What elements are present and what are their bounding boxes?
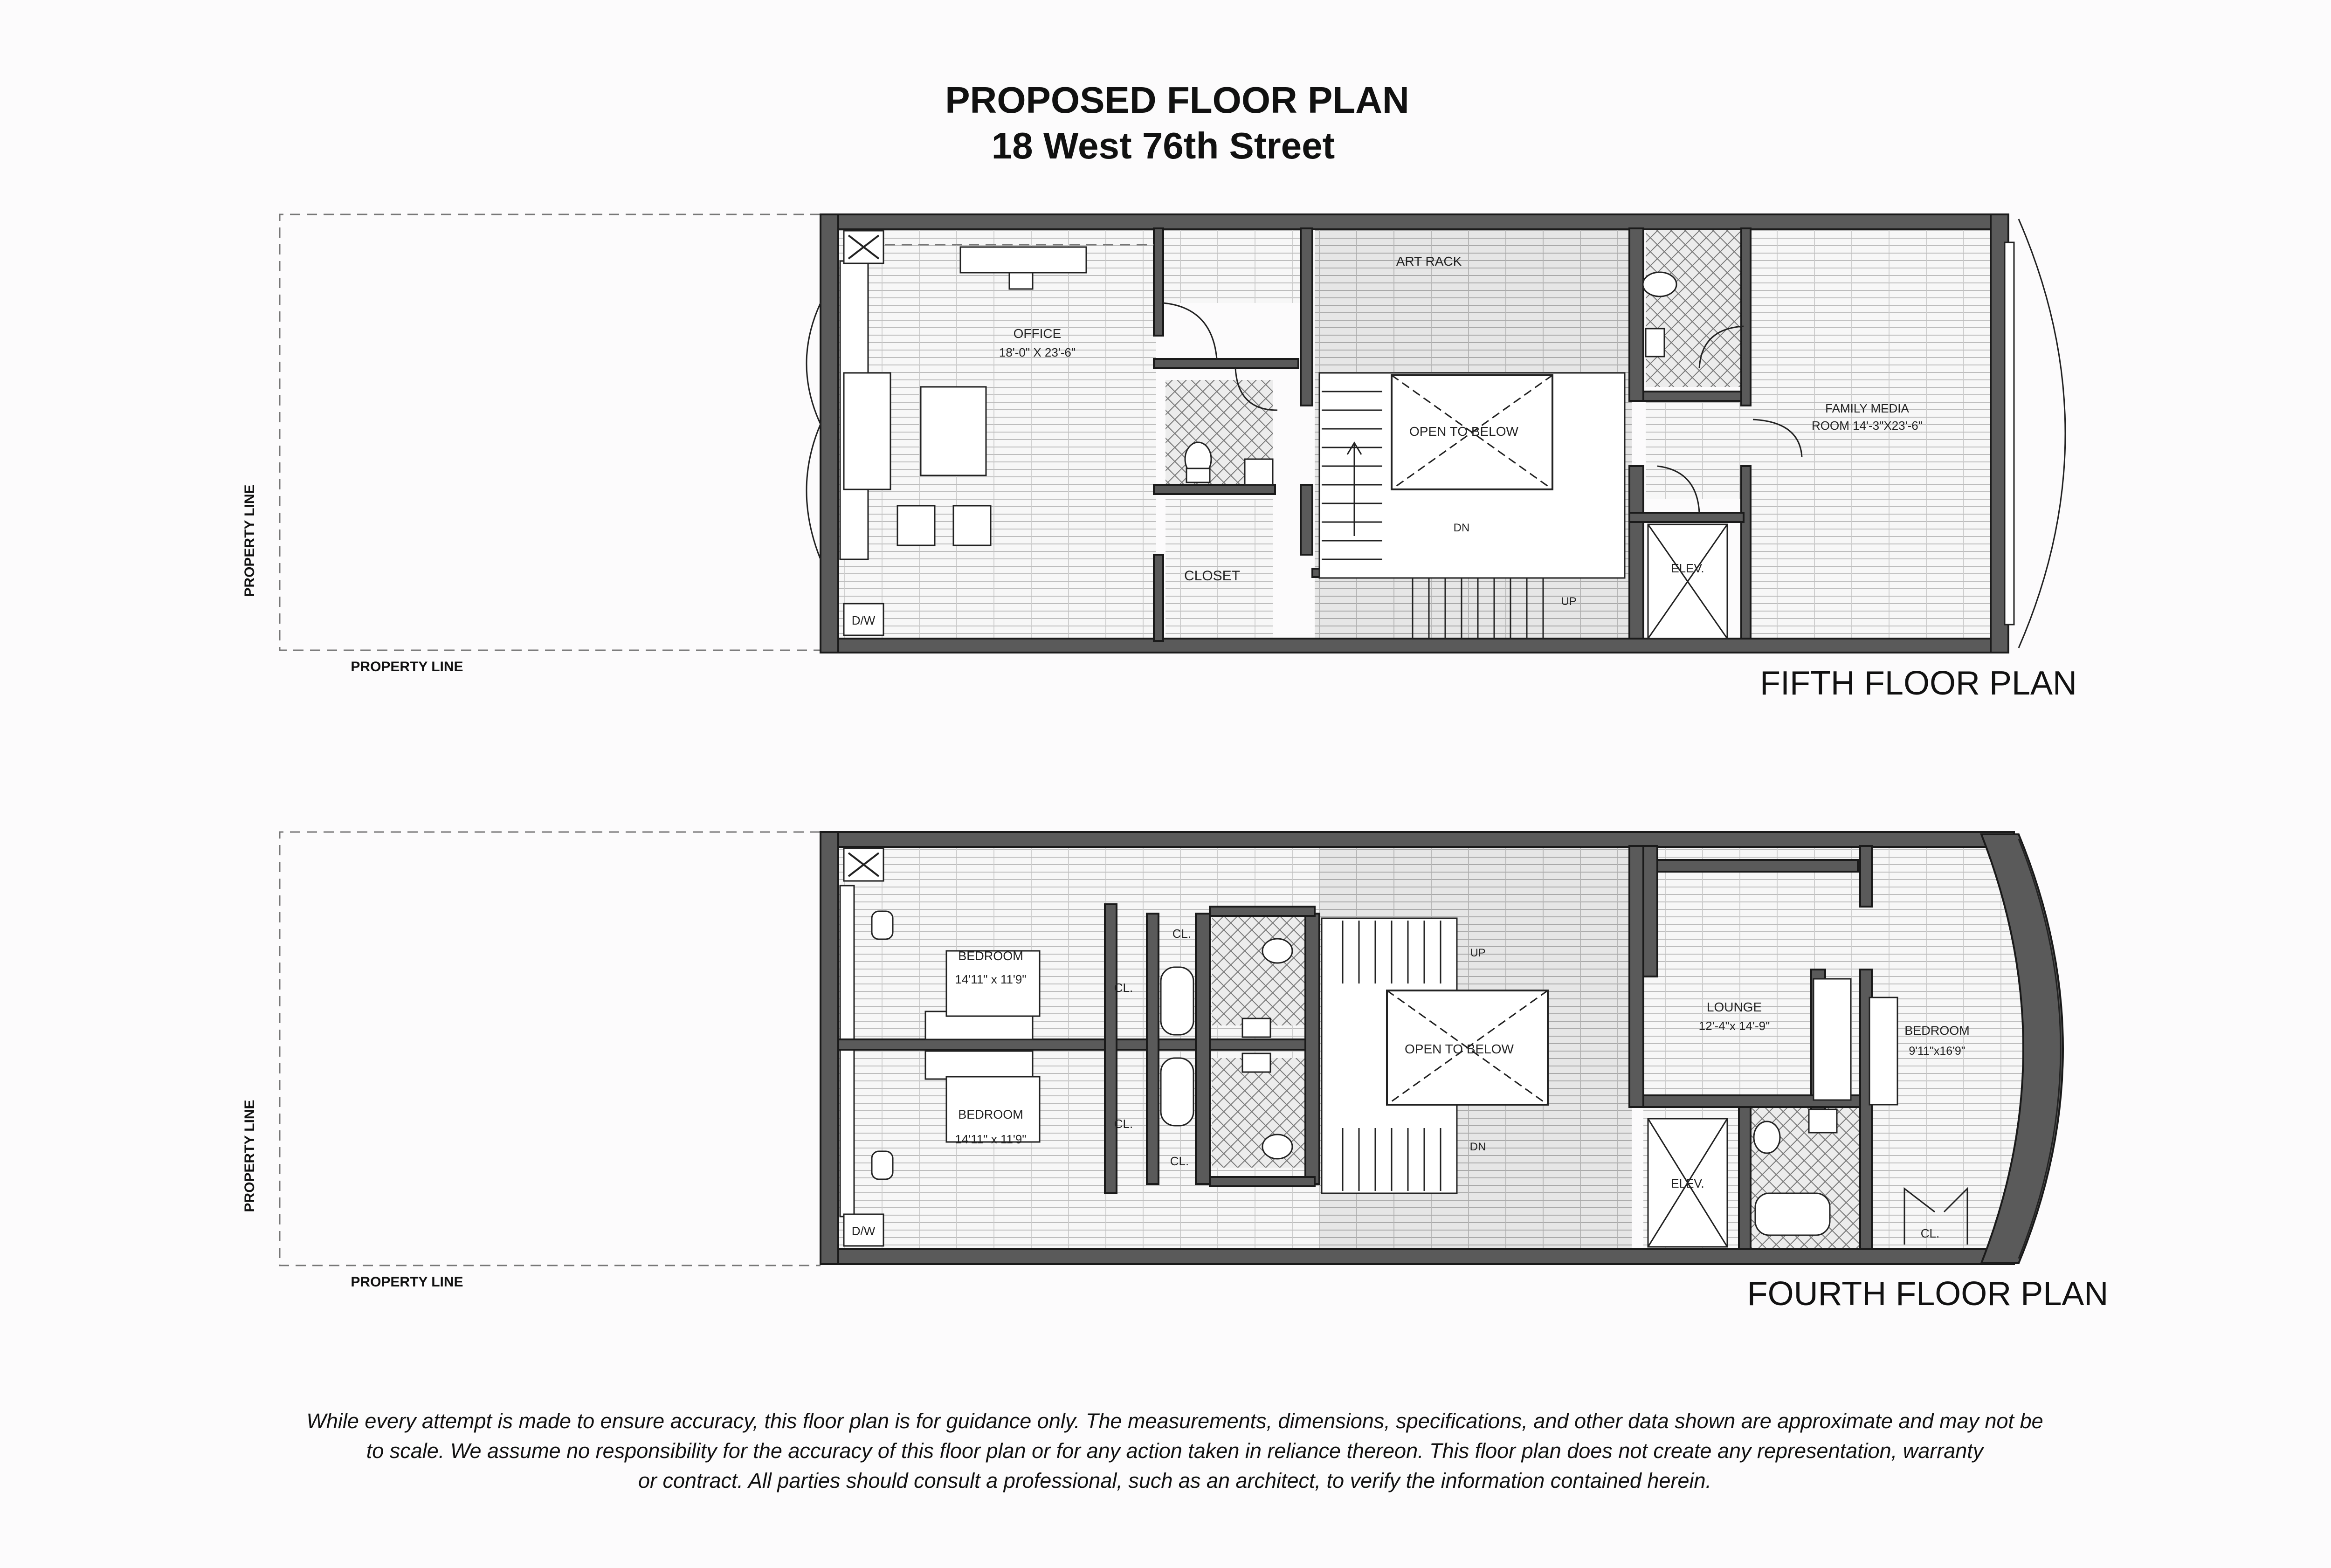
disclaimer: [306, 1409, 2043, 1492]
fourth-toilet-2: [1262, 1135, 1292, 1159]
fifth-powder-sink: [1646, 329, 1664, 357]
fourth-bedroom-1-dims: 14'11" x 11'9": [955, 972, 1027, 986]
fourth-open-to-below-label: OPEN TO BELOW: [1405, 1042, 1514, 1056]
fifth-office-armchair-1: [897, 506, 935, 545]
fourth-stair-wall-west: [1305, 914, 1319, 1184]
fourth-cl-3: CL.: [1114, 1117, 1133, 1131]
fourth-west-window: [840, 886, 854, 1217]
fifth-media-floor: [1746, 228, 1993, 639]
fourth-south-wall: [821, 1249, 2014, 1264]
fifth-south-wall: [821, 639, 2007, 653]
fourth-bedroom-3-wall-north: [1860, 846, 1872, 907]
fifth-hall-floor: [1156, 228, 1301, 303]
fourth-property-line-horizontal: PROPERTY LINE: [351, 1274, 463, 1290]
fourth-sink-3: [1809, 1109, 1837, 1133]
fourth-bedroom-1-name: BEDROOM: [958, 949, 1023, 963]
fourth-lounge-name: LOUNGE: [1706, 1000, 1762, 1014]
fifth-east-window: [2005, 242, 2014, 625]
fourth-bedroom-2-name: BEDROOM: [958, 1107, 1023, 1121]
fifth-family-media-name: FAMILY MEDIA: [1825, 401, 1909, 415]
fourth-tub-2: [1161, 1058, 1193, 1126]
fourth-bed-2-headboard: [925, 1051, 1033, 1079]
fifth-office-sofa: [844, 373, 890, 489]
fifth-west-wall: [821, 214, 838, 653]
fifth-wall-core-west: [1629, 228, 1643, 401]
fourth-dw-label: D/W: [851, 1224, 876, 1238]
fourth-lounge-sofa: [1814, 979, 1851, 1100]
fourth-cl-5: CL.: [1920, 1226, 1940, 1240]
fifth-property-line-vertical: PROPERTY LINE: [242, 484, 257, 597]
fifth-toilet-tank: [1186, 468, 1210, 482]
fifth-property-line-outline: [280, 214, 821, 650]
fifth-wall-powder-south: [1643, 392, 1744, 401]
fifth-elev-label: ELEV.: [1671, 561, 1704, 575]
fourth-sink-1: [1242, 1018, 1270, 1037]
fifth-powder-toilet: [1643, 272, 1676, 296]
fifth-wall-core-west-2: [1629, 466, 1643, 639]
fourth-lounge-wall-west: [1643, 846, 1657, 977]
fourth-floor-title: FOURTH FLOOR PLAN: [1747, 1275, 2109, 1313]
fourth-toilet-3: [1754, 1121, 1780, 1153]
fifth-east-bay-curve: [2019, 219, 2065, 648]
fifth-elev-north-wall: [1629, 513, 1744, 522]
fifth-floor-title: FIFTH FLOOR PLAN: [1759, 665, 2077, 702]
disclaimer-line-1: While every attempt is made to ensure accuracy, this floor plan is for guidance only. The measurements, dimensions, specifications, and other data shown are approximate and may not be: [306, 1409, 2043, 1433]
fourth-cl-4: CL.: [1170, 1154, 1189, 1168]
fourth-lounge-dims: 12'-4"x 14'-9": [1698, 1019, 1770, 1033]
fourth-property-line-vertical: PROPERTY LINE: [242, 1100, 257, 1212]
fourth-lounge-north-shelf: [1657, 860, 1858, 872]
fifth-closet-label: CLOSET: [1184, 568, 1241, 584]
fifth-office-name: OFFICE: [1013, 326, 1062, 341]
fourth-elev-label: ELEV.: [1671, 1176, 1704, 1190]
fourth-bath-2-south: [1210, 1177, 1315, 1186]
fourth-bath-wall-west: [1196, 914, 1210, 1184]
fourth-cl-1: CL.: [1172, 927, 1192, 941]
fifth-wall-stair-west: [1301, 228, 1312, 406]
fifth-west-bay-window: [807, 303, 821, 559]
fourth-dn-label: DN: [1469, 1141, 1486, 1153]
fifth-powder-floor: [1646, 228, 1744, 387]
fifth-wall-office-east-1: [1154, 228, 1163, 336]
disclaimer-line-3: or contract. All parties should consult a professional, such as an architect, to verify the information contained herein.: [638, 1469, 1712, 1492]
fourth-closet-wall-mid: [1147, 914, 1159, 1184]
fifth-wall-media-west: [1741, 228, 1751, 406]
fourth-core-wall-west: [1629, 846, 1643, 1107]
fifth-office-desk: [960, 247, 1086, 273]
fourth-tub-3: [1755, 1193, 1830, 1235]
fifth-dw-label: D/W: [851, 613, 876, 627]
fourth-bedroom-2-dims: 14'11" x 11'9": [955, 1132, 1027, 1146]
fourth-bath-1-north: [1210, 907, 1315, 916]
fifth-wall-media-west-2: [1741, 466, 1751, 639]
page-title: PROPOSED FLOOR PLAN: [945, 79, 1409, 121]
fourth-bedroom-3-name: BEDROOM: [1904, 1024, 1970, 1038]
fourth-bath-3-west: [1739, 1107, 1751, 1249]
fifth-office-dims: 18'-0" X 23'-6": [999, 345, 1076, 359]
fifth-wall-stair-west-2: [1301, 485, 1312, 555]
fifth-bath-sink: [1245, 459, 1273, 485]
fourth-chair-1: [872, 911, 893, 939]
fifth-wall-closet-west: [1154, 555, 1163, 641]
fifth-family-media-dims: ROOM 14'-3"X23'-6": [1812, 419, 1923, 433]
fourth-bedroom-divider: [838, 1039, 1314, 1050]
fourth-chair-2: [872, 1151, 893, 1179]
fifth-wall-bath-south: [1154, 485, 1275, 494]
fifth-dn-label: DN: [1453, 522, 1470, 534]
fifth-wall-bath-north: [1154, 359, 1298, 368]
fifth-office-table: [921, 387, 986, 475]
fourth-floor-plan: [242, 832, 2108, 1313]
fourth-sink-2: [1242, 1053, 1270, 1072]
fifth-office-chair: [1009, 273, 1033, 289]
fourth-closet-wall-west: [1105, 904, 1117, 1193]
fourth-west-wall: [821, 832, 838, 1264]
fifth-art-rack-label: ART RACK: [1396, 254, 1462, 268]
fourth-toilet-1: [1262, 939, 1292, 963]
fourth-bedroom-3-bed-head: [1869, 997, 1897, 1105]
fifth-floor-plan: [242, 214, 2077, 702]
fourth-cl-2: CL.: [1114, 981, 1133, 995]
fourth-property-line-outline: [280, 832, 821, 1265]
fifth-vestibule-floor: [1646, 401, 1746, 499]
disclaimer-line-2: to scale. We assume no responsibility for the accuracy of this floor plan or for any action taken in reliance thereon. This floor plan does not create any representation, warranty: [366, 1439, 1984, 1463]
fifth-office-armchair-2: [953, 506, 991, 545]
fourth-up-label: UP: [1470, 947, 1486, 959]
fifth-north-wall: [821, 214, 2007, 229]
fifth-property-line-horizontal: PROPERTY LINE: [351, 659, 463, 674]
fourth-bedroom-3-dims: 9'11"x16'9": [1909, 1045, 1965, 1058]
fourth-tub-1: [1161, 967, 1193, 1035]
fifth-office-door-swing: [1163, 303, 1217, 359]
fifth-up-label: UP: [1561, 595, 1577, 608]
fourth-north-wall: [821, 832, 2014, 847]
fifth-open-to-below-label: OPEN TO BELOW: [1409, 424, 1518, 439]
page-subtitle-address: 18 West 76th Street: [991, 125, 1335, 166]
fourth-bath-1-floor: [1212, 916, 1305, 1025]
